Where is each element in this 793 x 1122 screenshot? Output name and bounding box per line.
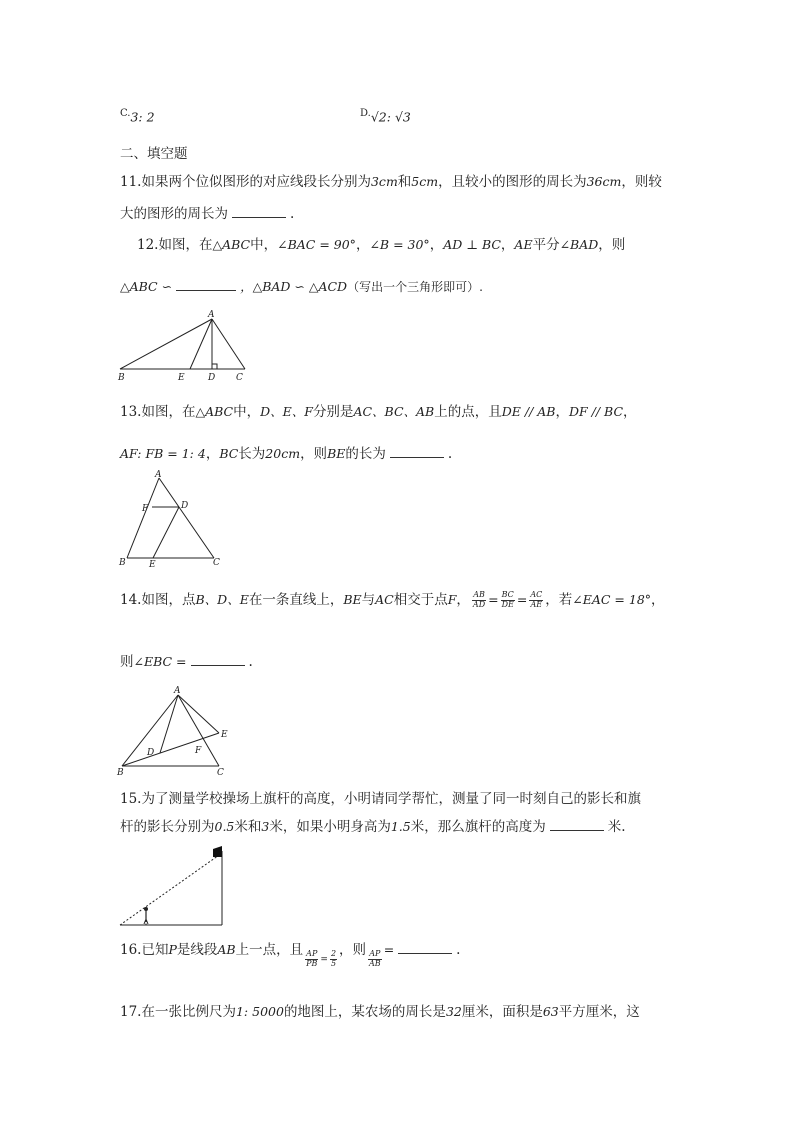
q17-v2: 63 [542, 1004, 559, 1019]
q13-shang: 上的点，且 [434, 404, 502, 420]
q11-text: 11.如果两个位似图形的对应线段长分别为 [120, 174, 371, 190]
q16-answer-blank[interactable] [398, 952, 452, 954]
q15-answer-blank[interactable] [550, 829, 604, 831]
option-d [360, 108, 411, 126]
q11-text2: ，且较小的图形的周长为 [438, 174, 587, 190]
fig12-label-b: B [118, 373, 125, 383]
q15-text: 杆的影长分别为 [120, 819, 215, 835]
fig13-label-b: B [119, 558, 126, 568]
q13-de-changwei: 的长为 [345, 446, 386, 462]
q13-ratio: AF: FB = 1: 4 [120, 446, 206, 461]
q11-v3: 36cm [586, 174, 622, 189]
q13-sep2: ， [623, 404, 637, 420]
q14-fr2-den: DE [501, 600, 514, 609]
q15-end: 米. [607, 819, 626, 835]
fig12-label-d: D [208, 373, 216, 383]
q13-tri: △ABC [195, 404, 234, 419]
q13-par1: DE // AB [501, 404, 556, 419]
q14-line1: 14.如图，点B、D、E在一条直线上，BE与AC相交于点F， $\frac{AB}{AD}$ = $\frac{BC}{DE}$ = $\frac{AC}{AE}$ ，若∠EAC = 18°， [120, 590, 665, 609]
q13-changwei: 长为 [238, 446, 266, 462]
q17-end: 平方厘米，这 [558, 1004, 640, 1020]
q16-fr1-den: PB [306, 959, 318, 968]
fig13-label-c: C [213, 558, 220, 568]
q12-ze: ，则 [598, 237, 626, 253]
q11-text4: 大的图形的周长为 [120, 206, 228, 222]
q16-fraction-3 [368, 950, 382, 969]
q14-ruo: ，若 [545, 592, 573, 608]
q16-p: P [168, 942, 177, 957]
flag-icon [213, 846, 222, 857]
q16-fr3-num: AP [369, 949, 381, 959]
q16-eq: = [320, 955, 328, 965]
q14-fraction-1 [472, 591, 486, 610]
q13-line1 [120, 400, 637, 420]
q14-fraction-3 [529, 591, 543, 610]
q13-segs: AC、BC、AB [353, 404, 435, 419]
q13-answer-blank[interactable] [390, 456, 444, 458]
fig14-label-d: D [147, 748, 155, 758]
q12-answer-blank[interactable] [176, 289, 236, 291]
q12-cond2: ∠B = 30° [369, 237, 430, 252]
fig12-label-e: E [178, 373, 185, 383]
q17-scale: 1: 5000 [235, 1004, 284, 1019]
q13-ze: ，则 [300, 446, 328, 462]
fig12-label-c: C [236, 373, 243, 383]
q12-sep3: ， [500, 237, 515, 253]
fig14-label-e: E [221, 730, 228, 740]
fig13-label-f: F [142, 504, 149, 514]
q14-xiangjiao: 相交于点 [393, 592, 448, 608]
option-c [120, 108, 155, 126]
q12-note: （写出一个三角形即可）. [347, 280, 483, 294]
q11-line2 [120, 202, 294, 222]
q15-v1: 0.5 [214, 819, 235, 834]
q14-answer-blank[interactable] [191, 664, 245, 666]
q11-line1 [120, 170, 662, 190]
q11-v1: 3cm [370, 174, 398, 189]
q12-sim2: ，△BAD ∽ △ACD [240, 279, 348, 294]
fig13-label-d: D [181, 501, 189, 511]
q14-fr3-num: AC [530, 590, 543, 600]
q12-cond4: AE [514, 237, 533, 252]
option-c-value: 3: 2 [130, 109, 155, 125]
q13-sep: ， [555, 404, 569, 420]
q11-and: 和 [397, 174, 412, 190]
q11-answer-blank[interactable] [232, 216, 286, 218]
q14-ac: AC [375, 592, 394, 607]
q12-sep2: ， [429, 237, 444, 253]
q16-eq2: = [383, 942, 395, 957]
q14-pts: B、D、E [195, 592, 249, 607]
q13-bclen: 20cm [265, 446, 301, 461]
fig13-label-e: E [149, 560, 156, 570]
q14-fr1-den: AD [472, 600, 486, 609]
q17-text2: 的地图上，某农场的周长是 [283, 1004, 446, 1020]
q13-text: 13.如图，在 [120, 404, 196, 420]
q12-cond5: ∠BAD [559, 237, 599, 252]
q13-pts: D、E、F [260, 404, 313, 419]
q12-sep1: ， [355, 237, 370, 253]
q15-v3: 1.5 [390, 819, 411, 834]
option-d-label: D. [360, 108, 371, 119]
q14-text: 14.如图，点 [120, 592, 196, 608]
q14-angle2: ∠EBC = [133, 654, 187, 669]
q14-zai: 在一条直线上， [248, 592, 344, 608]
q12-cond1: ∠BAC = 90° [277, 237, 356, 252]
fig13-label-a: A [155, 470, 162, 480]
q16-text: 16.已知 [120, 942, 169, 958]
q14-ze: 则 [120, 654, 134, 670]
q17-v1: 32 [445, 1004, 462, 1019]
q15-mirg: 米，如果小明身高为 [269, 819, 391, 835]
q15-mina: 米，那么旗杆的高度为 [410, 819, 546, 835]
fig14-label-c: C [217, 768, 224, 778]
q16-ze: ，则 [339, 942, 367, 958]
q12-text: 12.如图，在 [137, 237, 213, 253]
q16-fr2-den: 5 [330, 959, 337, 968]
q13-par2: DF // BC [568, 404, 624, 419]
q13-be: BE [327, 446, 346, 461]
q15-mihe: 米和 [234, 819, 262, 835]
q12-line2 [120, 277, 483, 295]
q15-line1: 15.为了测量学校操场上旗杆的高度，小明请同学帮忙，测量了同一时刻自己的影长和旗 [120, 791, 641, 807]
q14-end: . [248, 654, 253, 670]
q17-line1 [120, 1000, 640, 1020]
q16-fr2-num: 2 [330, 949, 337, 959]
figure-q14 [115, 683, 240, 778]
option-d-value: √2: √3 [370, 109, 411, 125]
q12-sim1: △ABC ∽ [120, 279, 173, 294]
q13-bc: BC [219, 446, 239, 461]
q15-line2 [120, 815, 626, 835]
q14-be: BE [343, 592, 362, 607]
figure-q15 [115, 843, 230, 931]
fig14-label-b: B [117, 768, 124, 778]
q16-fr1-num: AP [306, 949, 318, 959]
q14-fraction-2 [501, 591, 515, 610]
q11-v2: 5cm [411, 174, 439, 189]
q16-shang: 上一点，且 [235, 942, 304, 958]
fig14-label-f: F [195, 746, 202, 756]
q16-fr3-den: AB [369, 959, 381, 968]
q13-fenbie: 分别是 [312, 404, 354, 420]
q13-line2 [120, 442, 452, 462]
figure-q13 [115, 470, 230, 570]
q14-yu: 与 [361, 592, 376, 608]
option-c-label: C. [120, 108, 131, 119]
q12-line1 [137, 233, 625, 253]
q11-end: . [290, 206, 295, 222]
figure-q12 [115, 308, 255, 384]
q16-ab: AB [217, 942, 236, 957]
q14-fr3-den: AE [530, 600, 543, 609]
q16-fraction-1 [305, 950, 318, 969]
q13-sep3: ， [205, 446, 220, 462]
q14-fr2-num: BC [501, 590, 514, 600]
q16-fraction-2 [330, 950, 337, 969]
q17-text: 17.在一张比例尺为 [120, 1004, 236, 1020]
q14-angle: ∠EAC = 18° [572, 592, 652, 607]
q14-sep: ， [456, 592, 470, 608]
q16-line1 [120, 938, 460, 969]
q12-tri: △ABC [212, 237, 251, 252]
q14-f: F [447, 592, 457, 607]
q11-text3: ，则较 [621, 174, 662, 190]
q14-fr1-num: AB [473, 590, 485, 600]
q16-end: . [456, 942, 461, 958]
section-heading: 二、填空题 [120, 146, 188, 162]
q16-shi: 是线段 [176, 942, 218, 958]
q14-line2 [120, 650, 253, 670]
q12-cond3: AD ⊥ BC [443, 237, 501, 252]
q12-zhong: 中， [250, 237, 278, 253]
fig12-label-a: A [208, 310, 215, 320]
q13-zhong: 中， [233, 404, 261, 420]
q13-end: . [447, 446, 453, 462]
q15-v2: 3 [261, 819, 270, 834]
q14-sep2: ， [651, 592, 665, 608]
fig14-label-a: A [174, 686, 181, 696]
q12-pingfen: 平分 [532, 237, 560, 253]
q17-limi: 厘米，面积是 [461, 1004, 543, 1020]
